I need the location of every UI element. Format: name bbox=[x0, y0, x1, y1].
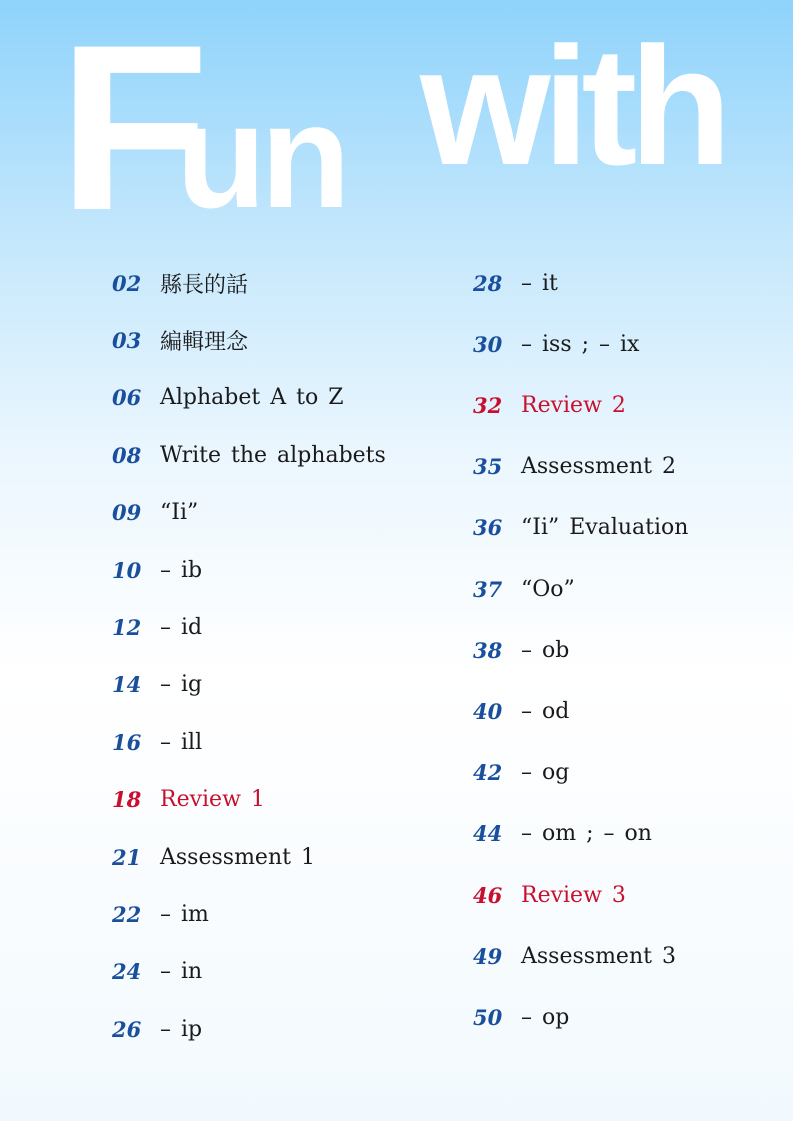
toc-entry[interactable] bbox=[473, 572, 575, 606]
page-number: 12 bbox=[112, 614, 142, 640]
toc-entry[interactable] bbox=[112, 381, 343, 415]
page-number: 38 bbox=[473, 637, 503, 663]
toc-entry[interactable] bbox=[112, 1012, 202, 1046]
toc-entry[interactable] bbox=[112, 438, 386, 472]
page-number: 09 bbox=[112, 500, 142, 526]
page-number: 35 bbox=[473, 454, 503, 480]
page-number: 22 bbox=[112, 901, 142, 927]
entry-label: – it bbox=[521, 270, 558, 296]
toc-entry[interactable] bbox=[112, 840, 315, 874]
toc-entry[interactable] bbox=[112, 955, 202, 989]
page-number: 18 bbox=[112, 787, 142, 813]
entry-label: “Ii” Evaluation bbox=[521, 515, 689, 541]
page-number: 10 bbox=[112, 557, 142, 583]
toc-entry[interactable] bbox=[112, 783, 265, 817]
entry-label: – op bbox=[521, 1004, 570, 1030]
page-number: 30 bbox=[473, 331, 503, 357]
entry-label: 編輯理念 bbox=[160, 329, 249, 355]
toc-entry[interactable] bbox=[473, 939, 676, 973]
toc-entry[interactable] bbox=[473, 756, 569, 790]
page-number: 37 bbox=[473, 576, 503, 602]
toc-entry[interactable] bbox=[112, 323, 248, 357]
toc-entry[interactable] bbox=[112, 496, 198, 530]
entry-label: – ig bbox=[160, 672, 203, 698]
entry-label: Assessment 3 bbox=[521, 943, 676, 969]
page-number: 21 bbox=[112, 844, 142, 870]
page-number: 28 bbox=[473, 270, 503, 296]
toc-entry[interactable] bbox=[473, 327, 639, 361]
page-number: 24 bbox=[112, 959, 142, 985]
toc-entry[interactable] bbox=[112, 668, 202, 702]
entry-label: 縣長的話 bbox=[160, 272, 249, 298]
entry-label: Write the alphabets bbox=[160, 442, 386, 468]
entry-label: Assessment 2 bbox=[521, 454, 676, 480]
toc-entry[interactable] bbox=[112, 610, 202, 644]
toc-entry[interactable] bbox=[473, 1000, 569, 1034]
entry-label: Review 3 bbox=[521, 882, 626, 908]
page-number: 50 bbox=[473, 1004, 503, 1030]
toc-entry[interactable] bbox=[473, 450, 676, 484]
page-number: 03 bbox=[112, 327, 142, 353]
entry-label: – ob bbox=[521, 637, 570, 663]
title-with: with bbox=[420, 12, 724, 200]
toc-entry[interactable] bbox=[473, 388, 626, 422]
entry-label: – ill bbox=[160, 729, 203, 755]
toc-entry[interactable] bbox=[473, 511, 688, 545]
entry-label: Assessment 1 bbox=[160, 844, 315, 870]
entry-label: – iss ; – ix bbox=[521, 331, 640, 357]
entry-label: – ip bbox=[160, 1016, 203, 1042]
page-number: 44 bbox=[473, 821, 503, 847]
entry-label: – od bbox=[521, 698, 570, 724]
toc-entry[interactable] bbox=[112, 897, 209, 931]
toc-entry[interactable] bbox=[112, 266, 248, 300]
toc-entry[interactable] bbox=[473, 694, 569, 728]
toc-entry[interactable] bbox=[473, 633, 569, 667]
entry-label: “Oo” bbox=[521, 576, 575, 602]
entry-label: Review 2 bbox=[521, 392, 626, 418]
toc-entry[interactable] bbox=[112, 725, 202, 759]
page-number: 32 bbox=[473, 392, 503, 418]
entry-label: Alphabet A to Z bbox=[160, 385, 344, 411]
page-number: 06 bbox=[112, 385, 142, 411]
entry-label: – id bbox=[160, 614, 203, 640]
page-number: 42 bbox=[473, 760, 503, 786]
page-number: 14 bbox=[112, 672, 142, 698]
page-number: 16 bbox=[112, 729, 142, 755]
page-number: 08 bbox=[112, 442, 142, 468]
page-number: 02 bbox=[112, 270, 142, 296]
toc-entry[interactable] bbox=[473, 878, 626, 912]
toc-entry[interactable] bbox=[112, 553, 202, 587]
page-number: 46 bbox=[473, 882, 503, 908]
page-number: 49 bbox=[473, 943, 503, 969]
toc-entry[interactable] bbox=[473, 817, 652, 851]
toc-entry[interactable] bbox=[473, 266, 558, 300]
entry-label: – ib bbox=[160, 557, 203, 583]
entry-label: – om ; – on bbox=[521, 821, 652, 847]
entry-label: – og bbox=[521, 760, 570, 786]
entry-label: Review 1 bbox=[160, 787, 265, 813]
title-un: un bbox=[176, 74, 345, 239]
page-number: 40 bbox=[473, 698, 503, 724]
page-number: 26 bbox=[112, 1016, 142, 1042]
page-number: 36 bbox=[473, 515, 503, 541]
entry-label: – im bbox=[160, 901, 209, 927]
title-letter-f: F bbox=[58, 0, 210, 260]
entry-label: “Ii” bbox=[160, 500, 199, 526]
entry-label: – in bbox=[160, 959, 203, 985]
